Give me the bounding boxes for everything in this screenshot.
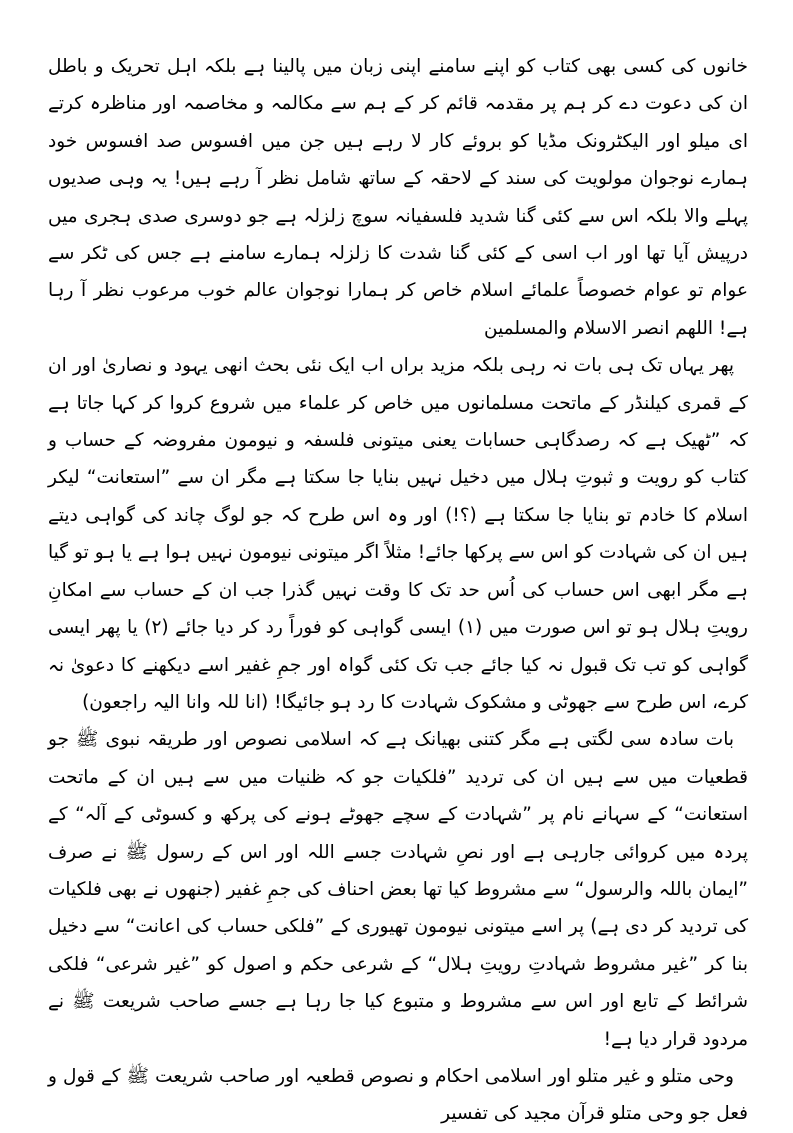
paragraph-2: پھر یہاں تک ہی بات نہ رہی بلکہ مزید براں اب ایک نئی بحث انھی یہود و نصاریٰ اور ان کے قمری کیلنڈر کے ماتحت مسلمانوں میں خاص کر علماء میں شروع کروا کر کہا جاتا ہے کہ ”ٹھیک ہے کہ رصدگاہی حسابات یعنی میتونی فلسفہ و نیومون مفروضہ کے حساب و کتاب کو رویت و ثبوتِ ہلال میں دخیل نہیں بنایا جا سکتا ہے مگر ان سے ”استعانت“ لیکر اسلام کا خادم تو بنایا جا سکتا ہے (؟!) اور وہ اس طرح کہ جو لوگ چاند کی گواہی دیتے ہیں ان کی شہادت کو اس سے پرکھا جائے! مثلاً اگر میتونی نیومون نہیں ہوا ہے یا ہو تو گیا ہے مگر ابھی اس حساب کی اُس حد تک کا وقت نہیں گذرا جب ان کے حساب سے امکانِ رویتِ ہلال ہو تو اس صورت میں (۱) ایسی گواہی کو فوراً رد کر دیا جائے (۲) یا پھر ایسی گواہی کو تب تک قبول نہ کیا جائے جب تک کئی گواہ اور جمِ غفیر اسے دیکھنے کا دعویٰ نہ کرے، اس طرح سے جھوٹی و مشکوک شہادت کا رد ہو جائیگا! (انا للہ وانا الیہ راجعون) [48,355,748,713]
paragraph-3: بات سادہ سی لگتی ہے مگر کتنی بھیانک ہے کہ اسلامی نصوص اور طریقہ نبوی ﷺ جو قطعیات میں سے ہیں ان کی تردید ”فلکیات جو کہ ظنیات میں سے ہیں ان کے ماتحت استعانت“ کے سہانے نام پر ”شہادت کے سچے جھوٹے ہونے کی پرکھ و کسوٹی کے آلہ“ کے پردہ میں کروائی جارہی ہے اور نصِ شہادت جسے اللہ اور اس کے رسول ﷺ نے صرف ”ایمان باللہ والرسول“ سے مشروط کیا تھا بعض احناف کی جمِ غفیر (جنھوں نے بھی فلکیات کی تردید کر دی ہے) پر اسے میتونی نیومون تھیوری کے ”فلکی حساب کی اعانت“ سے دخیل بنا کر ”غیر مشروط شہادتِ رویتِ ہلال“ کے شرعی حکم و اصول کو ”غیر شرعی“ فلکی شرائط کے تابع اور اس سے مشروط و متبوع کیا جا رہا ہے جسے صاحب شریعت ﷺ نے مردود قرار دیا ہے! [48,729,748,1050]
paragraph-1: خانوں کی کسی بھی کتاب کو اپنے سامنے اپنی زبان میں پالینا ہے بلکہ اہل تحریک و باطل ان کی دعوت دے کر ہم پر مقدمہ قائم کر کے ہم سے مکالمہ و مخاصمہ اور مناظرہ کرتے ای میلو اور الیکٹرونک مڈیا کو بروئے کار لا رہے ہیں جن میں افسوس صد افسوس خود ہمارے نوجوان مولویت کی سند کے لاحقہ کے ساتھ شامل نظر آ رہے ہیں! یہ وہی صدیوں پہلے والا بلکہ اس سے کئی گنا شدید فلسفیانہ سوچ زلزلہ ہے جو دوسری صدی ہجری میں درپیش آیا تھا اور اب اسی کے کئی گنا شدت کا زلزلہ ہمارے سامنے ہے جس کی ٹکر سے عوام تو عوام خصوصاً علمائے اسلام خاص کر ہمارا نوجوان عالم خوب مرعوب نظر آ رہا ہے! اللھم انصر الاسلام والمسلمین [48,56,748,339]
document-page [48,48,748,1133]
paragraph-4: وحی متلو و غیر متلو اور اسلامی احکام و نصوص قطعیہ اور صاحب شریعت ﷺ کے قول و فعل جو وحی متلو قرآن مجید کی تفسیر [48,1065,748,1125]
